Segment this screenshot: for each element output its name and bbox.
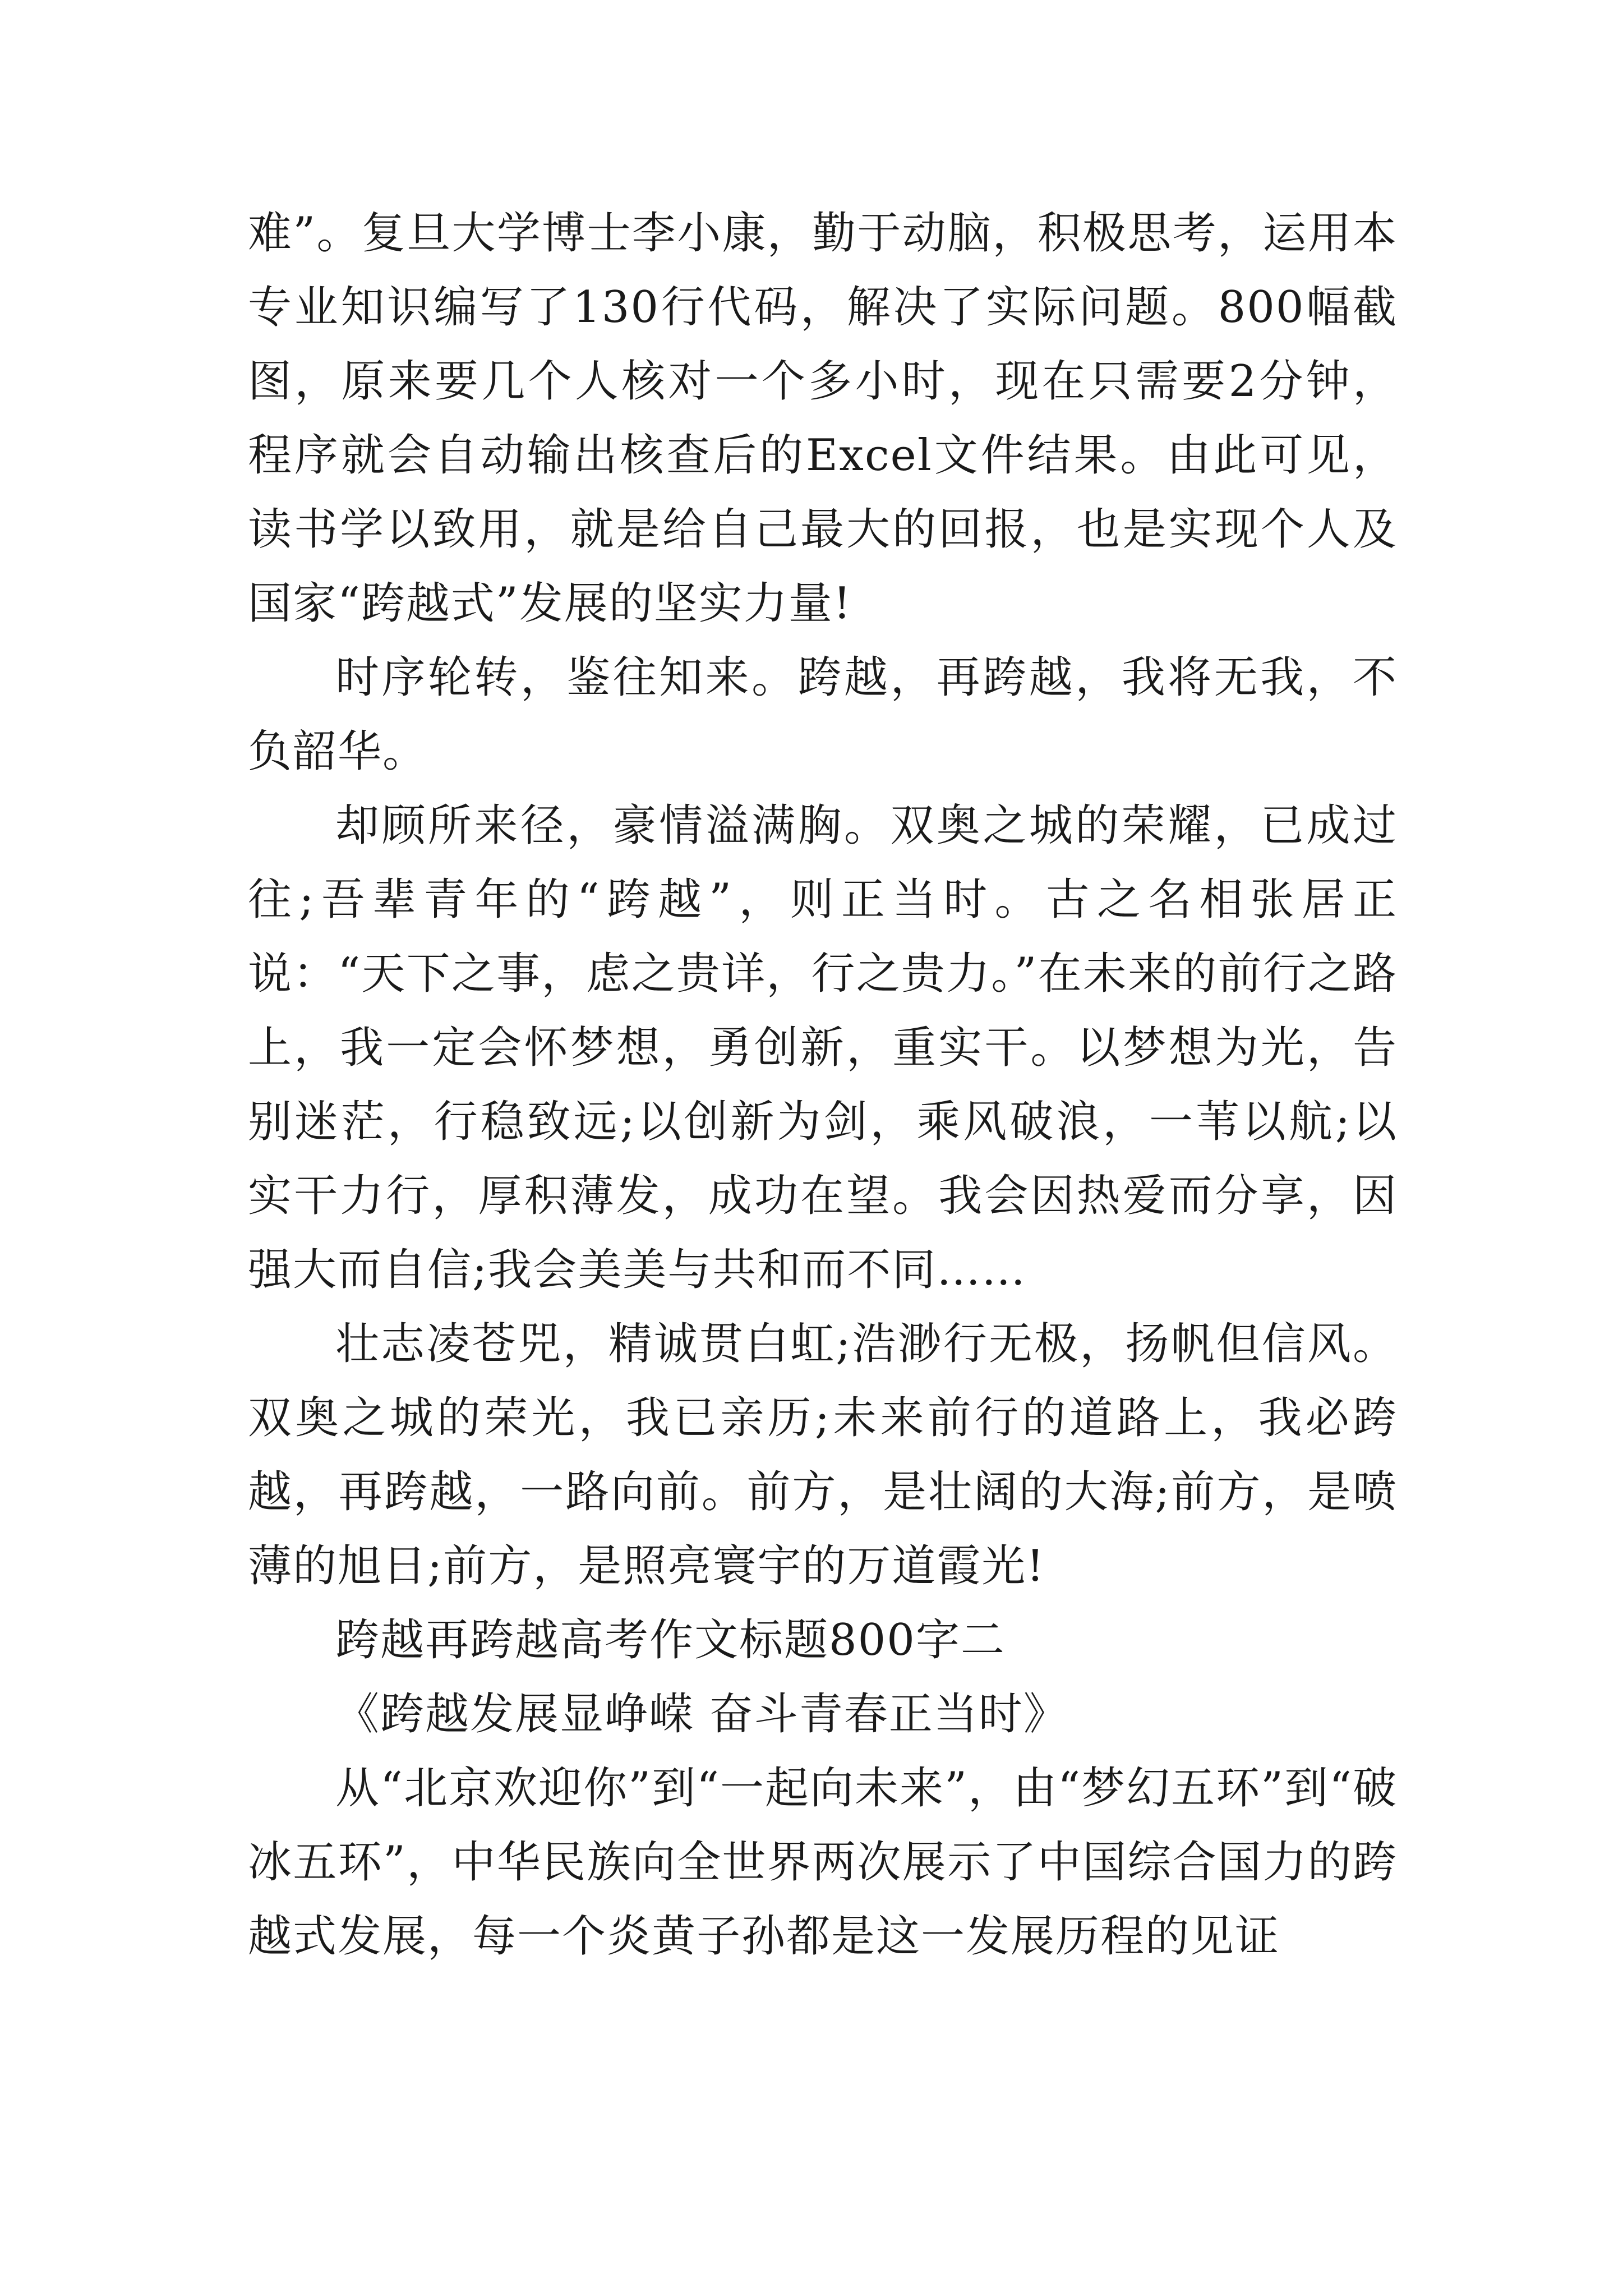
paragraph-7: 从“北京欢迎你”到“一起向未来”，由“梦幻五环”到“破冰五环”，中华民族向全世界两次展示了中国综合国力的跨越式发展，每一个炎黄子孙都是这一发展历程的见证	[248, 1763, 1398, 1962]
paragraph-4: 壮志凌苍兕，精诚贯白虹;浩渺行无极，扬帆但信风。双奥之城的荣光，我已亲历;未来前行的道路上，我必跨越，再跨越，一路向前。前方，是壮阔的大海;前方，是喷薄的旭日;前方，是照亮寰宇的万道霞光!	[248, 1319, 1398, 1591]
paragraph-1: 难”。复旦大学博士李小康，勤于动脑，积极思考，运用本专业知识编写了130行代码，解决了实际问题。800幅截图，原来要几个人核对一个多小时，现在只需要2分钟，程序就会自动输出核查后的Excel文件结果。由此可见，读书学以致用，就是给自己最大的回报，也是实现个人及国家“跨越式”发展的坚实力量!	[248, 208, 1398, 629]
section-heading: 跨越再跨越高考作文标题800字二	[335, 1615, 1006, 1665]
document-body	[248, 196, 1398, 1973]
paragraph-2: 时序轮转，鉴往知来。跨越，再跨越，我将无我，不负韶华。	[248, 652, 1398, 777]
essay-title: 《跨越发展显峥嵘 奋斗青春正当时》	[335, 1689, 1068, 1740]
paragraph-3: 却顾所来径，豪情溢满胸。双奥之城的荣耀，已成过往;吾辈青年的“跨越”，则正当时。古之名相张居正说：“天下之事，虑之贵详，行之贵力。”在未来的前行之路上，我一定会怀梦想，勇创新，重实干。以梦想为光，告别迷茫，行稳致远;以创新为剑，乘风破浪，一苇以航;以实干力行，厚积薄发，成功在望。我会因热爱而分享，因强大而自信;我会美美与共和而不同……	[248, 800, 1398, 1295]
